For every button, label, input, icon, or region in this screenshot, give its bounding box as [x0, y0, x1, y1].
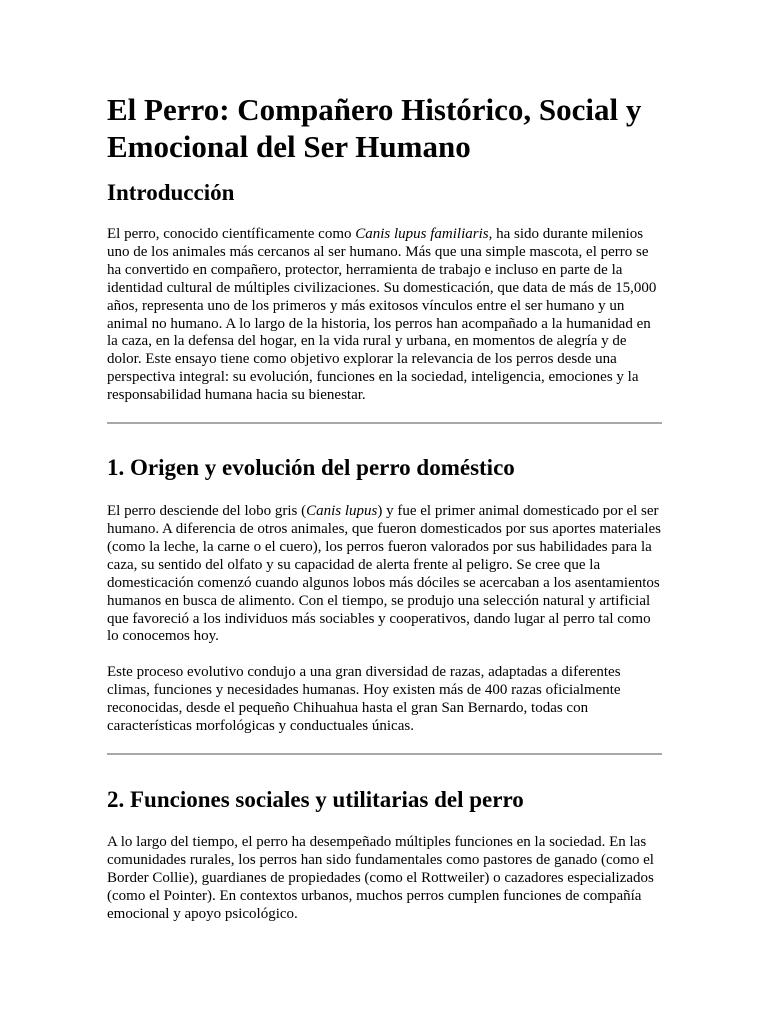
section-divider [107, 422, 662, 424]
section2-paragraph-1: A lo largo del tiempo, el perro ha desempeñado múltiples funciones en la sociedad. En las comunidades rurales, los perros han sido fundamentales como pastores de ganado (como el Border Collie), guardianes de propiedades (como el Rottweiler) o cazadores especializados (como el Pointer). En contextos urbanos, muchos perros cumplen funciones de compañía emocional y apoyo psicológico. [107, 833, 654, 922]
intro-paragraph [107, 226, 662, 405]
section1-paragraph-2: Este proceso evolutivo condujo a una gran diversidad de razas, adaptadas a diferentes climas, funciones y necesidades humanas. Hoy existen más de 400 razas oficialmente reconocidas, desde el pequeño Chihuahua hasta el gran San Bernardo, todas con características morfológicas y conductuales únicas. [107, 664, 621, 735]
intro-scientific-name: Canis lupus familiaris [355, 226, 489, 242]
section1-text-rest: ) y fue el primer animal domesticado por el ser humano. A diferencia de otros animales, que fueron domesticados por sus aportes materiales (como la leche, la carne o el cuero), los perros fueron valorados por sus habilidades para la caza, su sentido del olfato y su capacidad de alerta frente al peligro. Se cree que la domesticación comenzó cuando algunos lobos más dóciles se acercaban a los asentamientos humanos en busca de alimento. Con el tiempo, se produjo una selección natural y artificial que favoreció a los individuos más sociables y cooperativos, dando lugar al perro tal como lo conocemos hoy. [107, 503, 662, 645]
document-page [107, 0, 662, 923]
intro-text-start: El perro, conocido científicamente como [107, 226, 356, 242]
intro-heading: Introducción [107, 180, 235, 205]
document-title: El Perro: Compañero Histórico, Social y Emocional del Ser Humano [107, 92, 642, 164]
section1-scientific-name: Canis lupus [306, 503, 378, 520]
section2-heading: 2. Funciones sociales y utilitarias del perro [107, 786, 524, 812]
section1-paragraph-1 [107, 503, 662, 646]
section1-heading: 1. Origen y evolución del perro doméstico [107, 455, 515, 481]
section1-text-start: El perro desciende del lobo gris ( [107, 503, 307, 520]
section-divider [107, 753, 662, 755]
intro-text-rest: , ha sido durante milenios uno de los animales más cercanos al ser humano. Más que una simple mascota, el perro se ha convertido en compañero, protector, herramienta de trabajo e incluso en parte de la identidad cultural de múltiples civilizaciones. Su domesticación, que data de más de 15,000 años, representa uno de los primeros y más exitosos vínculos entre el ser humano y un animal no humano. A lo largo de la historia, los perros han acompañado a la humanidad en la caza, en la defensa del hogar, en la vida rural y urbana, en momentos de alegría y de dolor. Este ensayo tiene como objetivo explorar la relevancia de los perros desde una perspectiva integral: su evolución, funciones en la sociedad, inteligencia, emociones y la responsabilidad humana hacia su bienestar. [107, 226, 657, 404]
